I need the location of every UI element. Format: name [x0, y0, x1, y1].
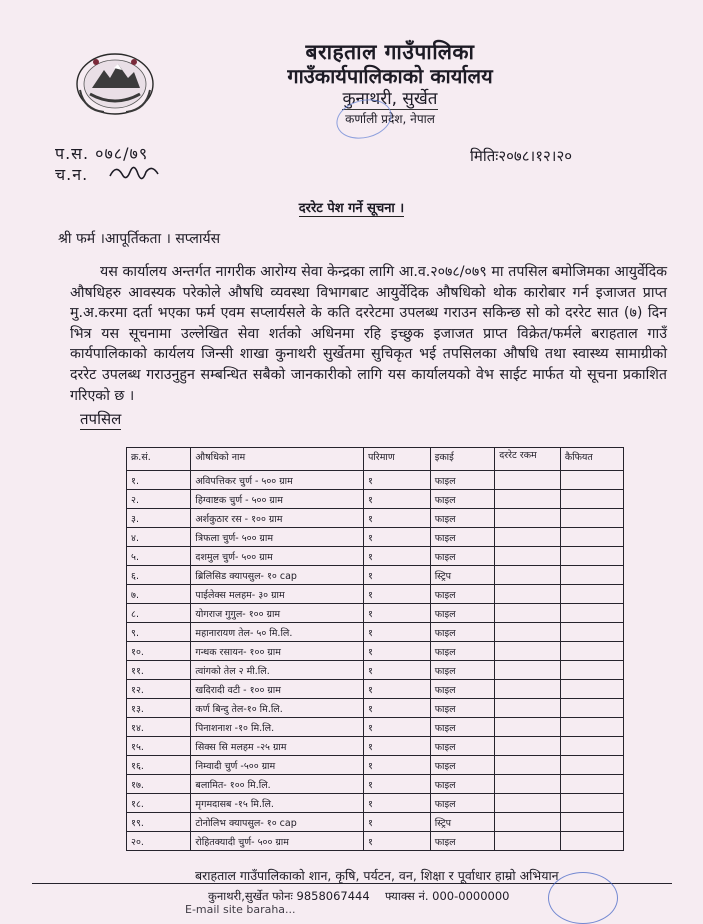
cell-serial: १३.	[127, 699, 191, 718]
footer-fax: 000-0000000	[432, 889, 510, 903]
cell-rate	[495, 661, 561, 680]
cell-rate	[495, 756, 561, 775]
col-header-rate: दररेट रकम	[495, 448, 561, 471]
cell-unit: फाइल	[430, 832, 495, 851]
cell-unit: फाइल	[430, 528, 495, 547]
cell-quantity: १	[363, 718, 430, 737]
cell-medicine-name: हिग्वाष्टक चुर्ण - ५०० ग्राम	[191, 490, 364, 509]
reference-ps: प.स. ०७८/७९	[55, 144, 149, 163]
cell-unit: फाइल	[430, 699, 495, 718]
cell-rate	[495, 794, 561, 813]
cell-quantity: १	[363, 547, 430, 566]
cell-remarks	[560, 490, 623, 509]
office-name: बराहताल गाउँपालिका	[305, 40, 475, 64]
cell-quantity: १	[363, 566, 430, 585]
cell-medicine-name: निम्वादी चुर्ण -५०० ग्राम	[191, 756, 364, 775]
cell-unit: फाइल	[430, 794, 495, 813]
table-row	[127, 566, 624, 585]
cell-rate	[495, 813, 561, 832]
cell-rate	[495, 680, 561, 699]
cell-quantity: १	[363, 585, 430, 604]
cell-unit: फाइल	[430, 623, 495, 642]
cell-serial: १४.	[127, 718, 191, 737]
table-row	[127, 642, 624, 661]
cell-quantity: १	[363, 813, 430, 832]
cell-serial: ३.	[127, 509, 191, 528]
table-row	[127, 490, 624, 509]
cell-medicine-name: टोनोलिभ क्यापसुल- १० cap	[191, 813, 364, 832]
cell-serial: १०.	[127, 642, 191, 661]
cell-remarks	[560, 547, 623, 566]
table-header-row	[127, 448, 624, 471]
cell-unit: फाइल	[430, 471, 495, 490]
cell-remarks	[560, 737, 623, 756]
cell-quantity: १	[363, 775, 430, 794]
table-row	[127, 509, 624, 528]
cell-quantity: १	[363, 528, 430, 547]
cell-rate	[495, 528, 561, 547]
table-row	[127, 680, 624, 699]
cell-quantity: १	[363, 661, 430, 680]
cell-medicine-name: बलामित- १०० मि.लि.	[191, 775, 364, 794]
cell-unit: फाइल	[430, 718, 495, 737]
cell-rate	[495, 623, 561, 642]
footer-phone-label: फोनः	[272, 889, 293, 903]
cell-quantity: १	[363, 794, 430, 813]
medicine-table	[126, 447, 624, 851]
cell-medicine-name: योगराज गुगुल- १०० ग्राम	[191, 604, 364, 623]
cell-unit: फाइल	[430, 642, 495, 661]
cell-serial: ११.	[127, 661, 191, 680]
cell-serial: ८.	[127, 604, 191, 623]
cell-rate	[495, 642, 561, 661]
table-row	[127, 832, 624, 851]
cell-serial: १५.	[127, 737, 191, 756]
cell-medicine-name: कर्ण बिन्दु तेल-१० मि.लि.	[191, 699, 364, 718]
cell-remarks	[560, 794, 623, 813]
cell-rate	[495, 585, 561, 604]
cell-medicine-name: गन्धक रसायन- १०० ग्राम	[191, 642, 364, 661]
cell-rate	[495, 604, 561, 623]
col-header-serial: क्र.सं.	[127, 448, 191, 471]
table-row	[127, 699, 624, 718]
cell-quantity: १	[363, 699, 430, 718]
col-header-unit: इकाई	[430, 448, 495, 471]
cell-medicine-name: खदिरादी वटी - १०० ग्राम	[191, 680, 364, 699]
table-row	[127, 547, 624, 566]
reference-cn: च.न.	[55, 165, 89, 184]
cell-rate	[495, 737, 561, 756]
cell-remarks	[560, 471, 623, 490]
table-row	[127, 718, 624, 737]
office-province: कर्णाली प्रदेश, नेपाल	[345, 112, 435, 126]
office-location: कुनाथरी, सुर्खेत	[342, 89, 438, 109]
cell-medicine-name: दशमुल चुर्ण- ५०० ग्राम	[191, 547, 364, 566]
cell-unit: फाइल	[430, 585, 495, 604]
cell-unit: स्ट्रिप	[430, 566, 495, 585]
cell-serial: ५.	[127, 547, 191, 566]
cell-unit: स्ट्रिप	[430, 813, 495, 832]
cell-medicine-name: अर्शकुठार रस - १०० ग्राम	[191, 509, 364, 528]
notice-subject: दररेट पेश गर्ने सूचना ।	[298, 201, 405, 216]
cell-unit: फाइल	[430, 775, 495, 794]
cell-remarks	[560, 528, 623, 547]
cell-remarks	[560, 775, 623, 794]
table-row	[127, 737, 624, 756]
footer-fax-label: फ्याक्स नं.	[384, 889, 429, 903]
cell-serial: १७.	[127, 775, 191, 794]
cell-medicine-name: रोहितक्यादी चुर्ण- ५०० ग्राम	[191, 832, 364, 851]
cell-unit: फाइल	[430, 509, 495, 528]
cell-remarks	[560, 832, 623, 851]
table-row	[127, 604, 624, 623]
cell-quantity: १	[363, 756, 430, 775]
cell-medicine-name: महानारायण तेल- ५० मि.लि.	[191, 623, 364, 642]
cell-serial: १.	[127, 471, 191, 490]
cell-medicine-name: पाईलेक्स मलहम- ३० ग्राम	[191, 585, 364, 604]
cell-unit: फाइल	[430, 737, 495, 756]
cell-serial: १२.	[127, 680, 191, 699]
table-body	[127, 471, 624, 851]
table-row	[127, 775, 624, 794]
notice-date: मितिः२०७८।१२।२०	[470, 147, 573, 165]
table-row	[127, 661, 624, 680]
cell-unit: फाइल	[430, 680, 495, 699]
cell-quantity: १	[363, 737, 430, 756]
cell-quantity: १	[363, 642, 430, 661]
cell-remarks	[560, 756, 623, 775]
cell-remarks	[560, 566, 623, 585]
notice-body: यस कार्यालय अन्तर्गत नागरीक आरोग्य सेवा केन्द्रका लागि आ.व.२०७८/०७९ मा तपसिल बमोजिमका आयुर्वेदिक औषधिहरु आवस्यक परेकोले औषधि व्यवस्था विभागबाट आयुर्वेदिक औषधिको थोक कारोबार गर्न इजाजत प्राप्त मु.अ.करमा दर्ता भएका फर्म एवम सप्लार्यसले के कति दररेटमा उपलब्ध गराउन सकिन्छ सो को दररेट सात (७) दिन भित्र यस सूचनामा उल्लेखित सेवा शर्तको अधिनमा रहि इच्छुक इजाजत प्राप्त विक्रेत/फर्मले बराहताल गाउँ कार्यपालिकाको कार्यलय जिन्सी शाखा कुनाथरी सुर्खेतमा सुचिकृत भई तपसिलका औषधि तथा स्वास्थ्य सामाग्रीको दररेट उपलब्ध गराउनुहुन सम्बन्धित सबैको जानकारीको लागि यस कार्यालयको वेभ साईट मार्फत यो सूचना प्रकाशित गरिएको छ ।	[70, 264, 667, 404]
cell-remarks	[560, 604, 623, 623]
cell-serial: १८.	[127, 794, 191, 813]
cell-medicine-name: अविपत्तिकर चुर्ण - ५०० ग्राम	[191, 471, 364, 490]
cell-unit: फाइल	[430, 604, 495, 623]
cell-rate	[495, 699, 561, 718]
cell-remarks	[560, 661, 623, 680]
cell-unit: फाइल	[430, 756, 495, 775]
cell-medicine-name: सिक्स सि मलहम -२५ ग्राम	[191, 737, 364, 756]
cell-serial: २०.	[127, 832, 191, 851]
cell-rate	[495, 471, 561, 490]
col-header-remarks: कैफियत	[560, 448, 623, 471]
cell-remarks	[560, 585, 623, 604]
cell-medicine-name: ब्रिलिसिड क्यापसुल- १० cap	[191, 566, 364, 585]
cell-quantity: १	[363, 680, 430, 699]
cell-rate	[495, 832, 561, 851]
footer-place: कुनाथरी,सुर्खेत	[208, 889, 269, 903]
cell-serial: ४.	[127, 528, 191, 547]
table-row	[127, 813, 624, 832]
cell-unit: फाइल	[430, 547, 495, 566]
office-full-name: गाउँकार्यपालिकाको कार्यालय	[287, 64, 493, 88]
cell-rate	[495, 547, 561, 566]
cell-unit: फाइल	[430, 490, 495, 509]
table-row	[127, 528, 624, 547]
footer-email: E-mail site baraha...	[185, 903, 296, 916]
cell-medicine-name: मृगमदासब -१५ मि.लि.	[191, 794, 364, 813]
cell-medicine-name: त्वांगको तेल २ मी.लि.	[191, 661, 364, 680]
cell-remarks	[560, 813, 623, 832]
footer-phone: 9858067444	[296, 889, 370, 903]
cell-rate	[495, 566, 561, 585]
cell-quantity: १	[363, 509, 430, 528]
cell-quantity: १	[363, 623, 430, 642]
recipient-line: श्री फर्म ।आपूर्तिकता । सप्लार्यस	[58, 231, 221, 247]
table-row	[127, 471, 624, 490]
col-header-quantity: परिमाण	[363, 448, 430, 471]
cell-rate	[495, 509, 561, 528]
cell-quantity: १	[363, 604, 430, 623]
cell-serial: ७.	[127, 585, 191, 604]
cell-serial: १६.	[127, 756, 191, 775]
cell-serial: २.	[127, 490, 191, 509]
table-row	[127, 585, 624, 604]
nepal-emblem-icon	[74, 50, 156, 116]
cell-serial: ६.	[127, 566, 191, 585]
cell-remarks	[560, 642, 623, 661]
cell-quantity: १	[363, 490, 430, 509]
cell-serial: १९.	[127, 813, 191, 832]
tapasil-heading: तपसिल	[80, 410, 122, 428]
cell-remarks	[560, 699, 623, 718]
handwritten-number-icon	[108, 160, 162, 186]
cell-medicine-name: पिनाशनाश -१० मि.लि.	[191, 718, 364, 737]
cell-serial: ९.	[127, 623, 191, 642]
col-header-name: औषधिको नाम	[191, 448, 364, 471]
cell-quantity: १	[363, 471, 430, 490]
cell-unit: फाइल	[430, 661, 495, 680]
cell-quantity: १	[363, 832, 430, 851]
table-row	[127, 623, 624, 642]
cell-remarks	[560, 680, 623, 699]
cell-remarks	[560, 718, 623, 737]
cell-rate	[495, 775, 561, 794]
cell-remarks	[560, 623, 623, 642]
cell-rate	[495, 718, 561, 737]
cell-medicine-name: त्रिफला चुर्ण- ५०० ग्राम	[191, 528, 364, 547]
cell-rate	[495, 490, 561, 509]
table-row	[127, 756, 624, 775]
table-row	[127, 794, 624, 813]
footer-stamp	[548, 872, 618, 924]
cell-remarks	[560, 509, 623, 528]
footer-slogan: बराहताल गाउँपालिकाको शान, कृषि, पर्यटन, वन, शिक्षा र पूर्वाधार हाम्रो अभियान	[195, 868, 559, 883]
footer-contact	[208, 889, 509, 904]
